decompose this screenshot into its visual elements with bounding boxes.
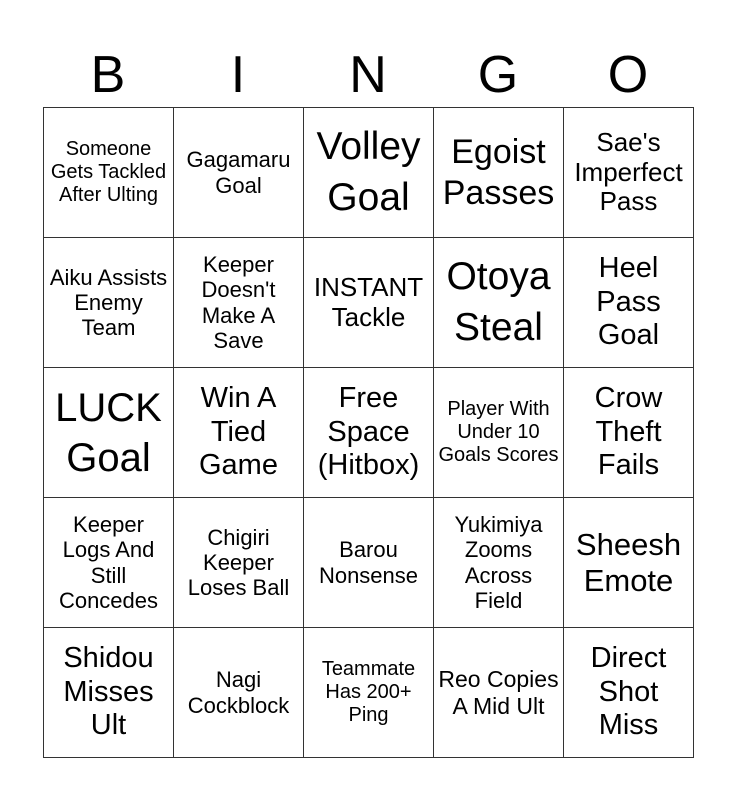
bingo-cell[interactable]: Barou Nonsense [304,498,434,628]
header-letter-g: G [477,46,519,104]
bingo-header [43,44,693,106]
bingo-cell[interactable]: Direct Shot Miss [564,628,694,758]
bingo-cell[interactable]: Yukimiya Zooms Across Field [434,498,564,628]
free-space-cell[interactable]: Free Space (Hitbox) [304,368,434,498]
bingo-cell[interactable]: Otoya Steal [434,238,564,368]
bingo-cell[interactable]: Sae's Imperfect Pass [564,108,694,238]
bingo-cell[interactable]: Volley Goal [304,108,434,238]
grid-row [44,108,694,238]
bingo-cell[interactable]: Heel Pass Goal [564,238,694,368]
bingo-cell[interactable]: Someone Gets Tackled After Ulting [44,108,174,238]
bingo-cell[interactable]: LUCK Goal [44,368,174,498]
header-letter-n: N [349,46,387,104]
grid-row [44,498,694,628]
grid-row [44,368,694,498]
bingo-cell[interactable]: Shidou Misses Ult [44,628,174,758]
bingo-cell[interactable]: Nagi Cockblock [174,628,304,758]
bingo-cell[interactable]: Keeper Logs And Still Concedes [44,498,174,628]
grid-row [44,238,694,368]
bingo-cell[interactable]: Player With Under 10 Goals Scores [434,368,564,498]
header-letter-b: B [90,46,126,104]
bingo-cell[interactable]: INSTANT Tackle [304,238,434,368]
bingo-cell[interactable]: Gagamaru Goal [174,108,304,238]
bingo-cell[interactable]: Reo Copies A Mid Ult [434,628,564,758]
header-letter-i: I [230,46,246,104]
bingo-cell[interactable]: Win A Tied Game [174,368,304,498]
bingo-cell[interactable]: Chigiri Keeper Loses Ball [174,498,304,628]
header-letter-o: O [607,46,649,104]
bingo-cell[interactable]: Keeper Doesn't Make A Save [174,238,304,368]
bingo-cell[interactable]: Sheesh Emote [564,498,694,628]
bingo-cell[interactable]: Aiku Assists Enemy Team [44,238,174,368]
bingo-grid [43,107,694,758]
grid-row [44,628,694,758]
bingo-cell[interactable]: Teammate Has 200+ Ping [304,628,434,758]
bingo-cell[interactable]: Egoist Passes [434,108,564,238]
bingo-cell[interactable]: Crow Theft Fails [564,368,694,498]
